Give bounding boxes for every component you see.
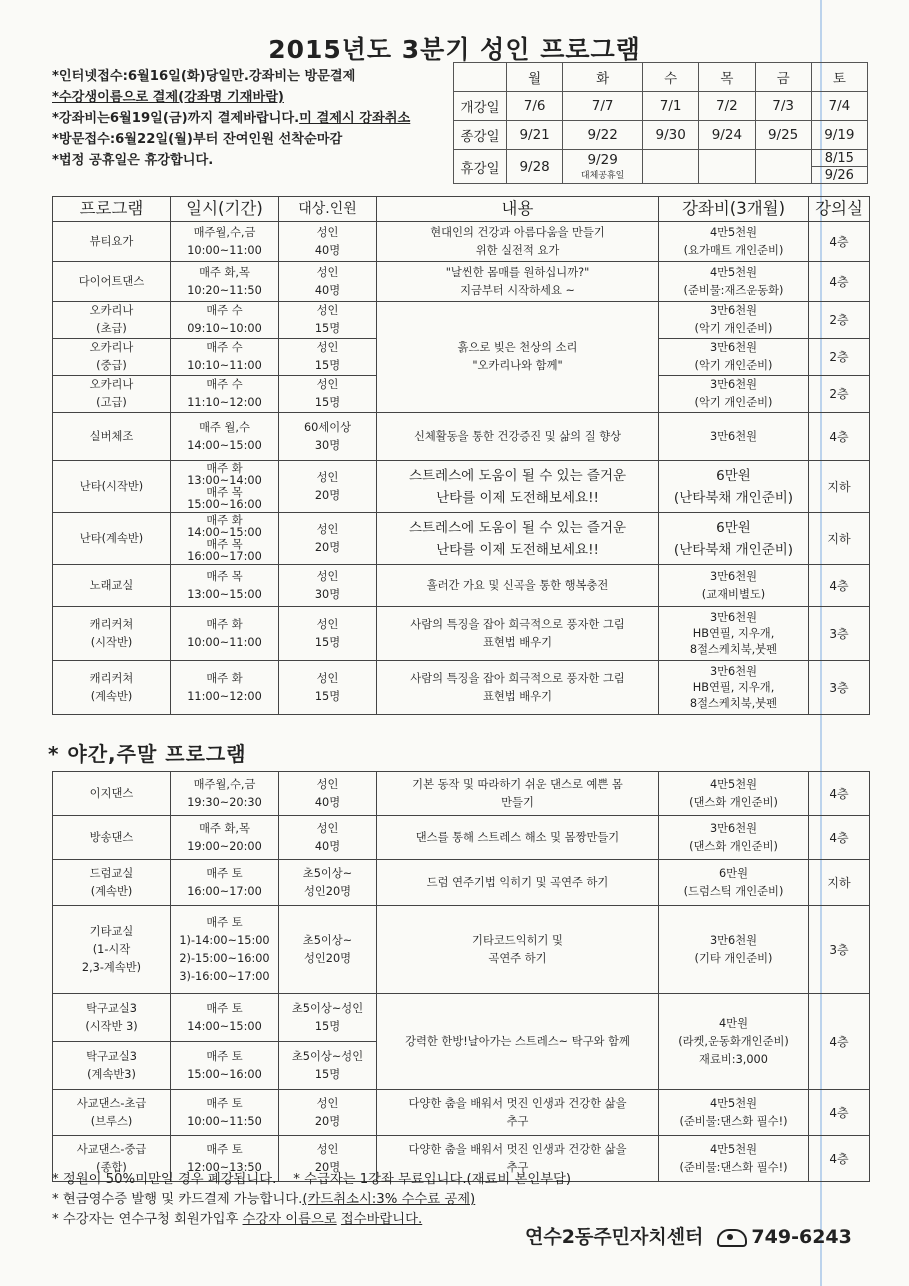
program-target: 성인 15명	[279, 302, 377, 339]
program-name: 뷰티요가	[53, 222, 171, 262]
close-label: 종강일	[454, 121, 507, 150]
table-header-row	[53, 197, 870, 222]
day-header: 월	[507, 63, 563, 92]
program-content: 흘러간 가요 및 신곡을 통한 행복충전	[377, 565, 659, 607]
day-header: 토	[811, 63, 867, 92]
program-name: 실버체조	[53, 413, 171, 461]
table-row	[53, 565, 870, 607]
program-time: 매주 화 14:00~15:00 매주 목 16:00~17:00	[171, 513, 279, 565]
program-time: 매주 화 13:00~14:00 매주 목 15:00~16:00	[171, 461, 279, 513]
program-time: 매주 화,목 19:00~20:00	[171, 816, 279, 860]
notice-item: *수강생이름으로 결제(강좌명 기재바람)	[52, 90, 284, 105]
day-header: 화	[563, 63, 643, 92]
program-target: 성인 40명	[279, 816, 377, 860]
program-time: 매주 토 12:00~13:50	[171, 1136, 279, 1182]
program-fee: 3만6천원 (댄스화 개인준비)	[659, 816, 809, 860]
program-fee: 3만6천원 HB연필, 지우개, 8절스케치북,붓펜	[659, 661, 809, 715]
off-label: 휴강일	[454, 150, 507, 184]
program-name: 캐리커쳐 (계속반)	[53, 661, 171, 715]
program-name: 난타(시작반)	[53, 461, 171, 513]
center-name: 연수2동주민자치센터	[525, 1226, 704, 1248]
off-date: 8/15	[811, 150, 867, 167]
room-cell: 4층	[809, 772, 870, 816]
phone-number: 749-6243	[751, 1226, 852, 1248]
column-header: 프로그램	[53, 197, 171, 222]
open-date: 7/2	[699, 92, 755, 121]
close-date: 9/25	[755, 121, 811, 150]
open-label: 개강일	[454, 92, 507, 121]
open-date: 7/1	[643, 92, 699, 121]
program-fee: 3만6천원	[659, 413, 809, 461]
column-header: 일시(기간)	[171, 197, 279, 222]
program-target: 성인 20명	[279, 513, 377, 565]
open-date: 7/3	[755, 92, 811, 121]
table-row	[53, 302, 870, 339]
program-time: 매주 수 11:10~12:00	[171, 376, 279, 413]
program-fee: 6만원 (난타북채 개인준비)	[659, 461, 809, 513]
program-time: 매주 토 14:00~15:00	[171, 994, 279, 1042]
table-row	[53, 461, 870, 513]
program-fee: 6만원 (난타북채 개인준비)	[659, 513, 809, 565]
table-row	[53, 607, 870, 661]
program-content: 스트레스에 도움이 될 수 있는 즐거운 난타를 이제 도전해보세요!!	[377, 513, 659, 565]
program-fee: 4만5천원 (준비물:댄스화 필수!)	[659, 1090, 809, 1136]
program-time: 매주 토 15:00~16:00	[171, 1042, 279, 1090]
phone-icon	[717, 1229, 747, 1247]
room-cell: 4층	[809, 565, 870, 607]
close-date: 9/21	[507, 121, 563, 150]
footnote: * 수강자는 연수구청 회원가입후 수강자 이름으로 접수바랍니다.	[52, 1212, 423, 1227]
room-cell: 2층	[809, 302, 870, 339]
day-header: 목	[699, 63, 755, 92]
room-cell: 3층	[809, 661, 870, 715]
program-fee: 3만6천원 HB연필, 지우개, 8절스케치북,붓펜	[659, 607, 809, 661]
program-name: 오카리나 (중급)	[53, 339, 171, 376]
table-row	[53, 1090, 870, 1136]
program-name: 이지댄스	[53, 772, 171, 816]
center-contact	[525, 1222, 852, 1249]
night-weekend-title: * 야간,주말 프로그램	[48, 742, 247, 766]
room-cell: 지하	[809, 860, 870, 906]
program-time: 매주 토 1)-14:00~15:00 2)-15:00~16:00 3)-16:00~17:00	[171, 906, 279, 994]
table-row	[53, 413, 870, 461]
program-content: "날씬한 몸매를 원하십니까?" 지금부터 시작하세요 ~	[377, 262, 659, 302]
program-time: 매주 수 10:10~11:00	[171, 339, 279, 376]
program-name: 탁구교실3 (계속반3)	[53, 1042, 171, 1090]
program-fee: 4만원 (라켓,운동화개인준비) 재료비:3,000	[659, 994, 809, 1090]
program-time: 매주 월,수 14:00~15:00	[171, 413, 279, 461]
room-cell: 4층	[809, 816, 870, 860]
schedule-table	[453, 62, 868, 184]
program-content: 다양한 춤을 배워서 멋진 인생과 건강한 삶을 추구	[377, 1090, 659, 1136]
program-target: 성인 20명	[279, 461, 377, 513]
program-content: 강력한 한방!날아가는 스트레스~ 탁구와 함께	[377, 994, 659, 1090]
program-time: 매주 목 13:00~15:00	[171, 565, 279, 607]
program-name: 탁구교실3 (시작반 3)	[53, 994, 171, 1042]
table-row	[53, 816, 870, 860]
program-time: 매주월,수,금 10:00~11:00	[171, 222, 279, 262]
room-cell: 2층	[809, 339, 870, 376]
program-fee: 4만5천원 (댄스화 개인준비)	[659, 772, 809, 816]
close-date: 9/22	[563, 121, 643, 150]
program-content: 현대인의 건강과 아름다움을 만들기 위한 실전적 요가	[377, 222, 659, 262]
program-fee: 3만6천원 (악기 개인준비)	[659, 302, 809, 339]
program-content: 스트레스에 도움이 될 수 있는 즐거운 난타를 이제 도전해보세요!!	[377, 461, 659, 513]
notice-item: *강좌비는6월19일(금)까지 결제바랍니다.미 결제시 강좌취소	[52, 111, 411, 126]
open-date: 7/4	[811, 92, 867, 121]
program-target: 성인 15명	[279, 607, 377, 661]
program-content: 댄스를 통해 스트레스 해소 및 몸짱만들기	[377, 816, 659, 860]
page-title: 2015년도 3분기 성인 프로그램	[268, 35, 641, 64]
program-name: 드럼교실 (계속반)	[53, 860, 171, 906]
program-target: 초5이상~성인 15명	[279, 1042, 377, 1090]
program-time: 매주 토 10:00~11:50	[171, 1090, 279, 1136]
column-header: 강의실	[809, 197, 870, 222]
day-header: 수	[643, 63, 699, 92]
program-name: 사교댄스-중급 (종합)	[53, 1136, 171, 1182]
room-cell: 4층	[809, 994, 870, 1090]
off-date: 9/28	[507, 150, 563, 184]
notice-list	[52, 66, 410, 171]
program-content: 다양한 춤을 배워서 멋진 인생과 건강한 삶을 추구	[377, 1136, 659, 1182]
notice-item: *방문접수:6월22일(월)부터 잔여인원 선착순마감	[52, 132, 343, 147]
room-cell: 지하	[809, 513, 870, 565]
table-row	[53, 860, 870, 906]
program-time: 매주 토 16:00~17:00	[171, 860, 279, 906]
program-name: 난타(계속반)	[53, 513, 171, 565]
program-fee: 3만6천원 (기타 개인준비)	[659, 906, 809, 994]
open-date: 7/6	[507, 92, 563, 121]
room-cell: 2층	[809, 376, 870, 413]
table-row	[53, 772, 870, 816]
program-fee: 3만6천원 (악기 개인준비)	[659, 376, 809, 413]
program-target: 성인 30명	[279, 565, 377, 607]
column-header: 강좌비(3개월)	[659, 197, 809, 222]
program-target: 성인 15명	[279, 339, 377, 376]
footnote: * 정원이 50%미만일 경우 폐강됩니다. * 수급자는 1강좌 무료입니다.(재료비 본인부담)	[52, 1172, 572, 1187]
table-row	[53, 222, 870, 262]
room-cell: 4층	[809, 222, 870, 262]
program-name: 다이어트댄스	[53, 262, 171, 302]
close-date: 9/19	[811, 121, 867, 150]
program-target: 성인 20명	[279, 1136, 377, 1182]
program-target: 성인 40명	[279, 262, 377, 302]
program-table	[52, 196, 870, 715]
off-date: 9/29 대체공휴일	[563, 150, 643, 184]
table-row	[53, 906, 870, 994]
room-cell: 4층	[809, 262, 870, 302]
program-target: 성인 15명	[279, 376, 377, 413]
night-program-table	[52, 771, 870, 1182]
room-cell: 4층	[809, 1090, 870, 1136]
room-cell: 3층	[809, 906, 870, 994]
program-target: 성인 15명	[279, 661, 377, 715]
program-time: 매주 화 11:00~12:00	[171, 661, 279, 715]
room-cell: 3층	[809, 607, 870, 661]
program-content: 드럼 연주기법 익히기 및 곡연주 하기	[377, 860, 659, 906]
program-target: 성인 20명	[279, 1090, 377, 1136]
program-name: 오카리나 (초급)	[53, 302, 171, 339]
footnotes	[52, 1170, 571, 1230]
off-date: 9/26	[811, 167, 867, 184]
program-target: 성인 40명	[279, 772, 377, 816]
program-fee: 4만5천원 (요가매트 개인준비)	[659, 222, 809, 262]
program-time: 매주월,수,금 19:30~20:30	[171, 772, 279, 816]
notice-item: *법정 공휴일은 휴강합니다.	[52, 153, 214, 168]
notice-item: *인터넷접수:6월16일(화)당일만.강좌비는 방문결제	[52, 69, 356, 84]
program-target: 60세이상 30명	[279, 413, 377, 461]
close-date: 9/30	[643, 121, 699, 150]
open-date: 7/7	[563, 92, 643, 121]
program-content: 기본 동작 및 따라하기 쉬운 댄스로 예쁜 몸 만들기	[377, 772, 659, 816]
footnote: * 현금영수증 발행 및 카드결제 가능합니다.(카드취소시:3% 수수료 공제)	[52, 1192, 476, 1207]
program-name: 캐리커쳐 (시작반)	[53, 607, 171, 661]
program-fee: 4만5천원 (준비물:재즈운동화)	[659, 262, 809, 302]
program-fee: 3만6천원 (교재비별도)	[659, 565, 809, 607]
program-target: 성인 40명	[279, 222, 377, 262]
close-date: 9/24	[699, 121, 755, 150]
program-time: 매주 화,목 10:20~11:50	[171, 262, 279, 302]
program-content: 신체활동을 통한 건강증진 및 삶의 질 향상	[377, 413, 659, 461]
substitute-holiday-note: 대체공휴일	[580, 171, 625, 181]
table-row	[53, 513, 870, 565]
room-cell: 4층	[809, 413, 870, 461]
program-time: 매주 화 10:00~11:00	[171, 607, 279, 661]
program-name: 사교댄스-초급 (브루스)	[53, 1090, 171, 1136]
program-fee: 3만6천원 (악기 개인준비)	[659, 339, 809, 376]
program-content: 사람의 특징을 잡아 희극적으로 풍자한 그림 표현법 배우기	[377, 661, 659, 715]
table-row	[53, 661, 870, 715]
room-cell: 지하	[809, 461, 870, 513]
program-target: 초5이상~ 성인20명	[279, 906, 377, 994]
program-name: 오카리나 (고급)	[53, 376, 171, 413]
program-content: 사람의 특징을 잡아 희극적으로 풍자한 그림 표현법 배우기	[377, 607, 659, 661]
program-content: 기타코드익히기 및 곡연주 하기	[377, 906, 659, 994]
program-fee: 6만원 (드럼스틱 개인준비)	[659, 860, 809, 906]
program-name: 방송댄스	[53, 816, 171, 860]
column-header: 대상.인원	[279, 197, 377, 222]
program-target: 초5이상~성인 15명	[279, 994, 377, 1042]
program-time: 매주 수 09:10~10:00	[171, 302, 279, 339]
day-header: 금	[755, 63, 811, 92]
room-cell: 4층	[809, 1136, 870, 1182]
table-row	[53, 994, 870, 1042]
column-header: 내용	[377, 197, 659, 222]
program-name: 기타교실 (1-시작 2,3-계속반)	[53, 906, 171, 994]
table-row	[53, 262, 870, 302]
program-name: 노래교실	[53, 565, 171, 607]
program-target: 초5이상~ 성인20명	[279, 860, 377, 906]
program-content: 흙으로 빚은 천상의 소리 "오카리나와 함께"	[377, 302, 659, 413]
program-fee: 4만5천원 (준비물:댄스화 필수!)	[659, 1136, 809, 1182]
